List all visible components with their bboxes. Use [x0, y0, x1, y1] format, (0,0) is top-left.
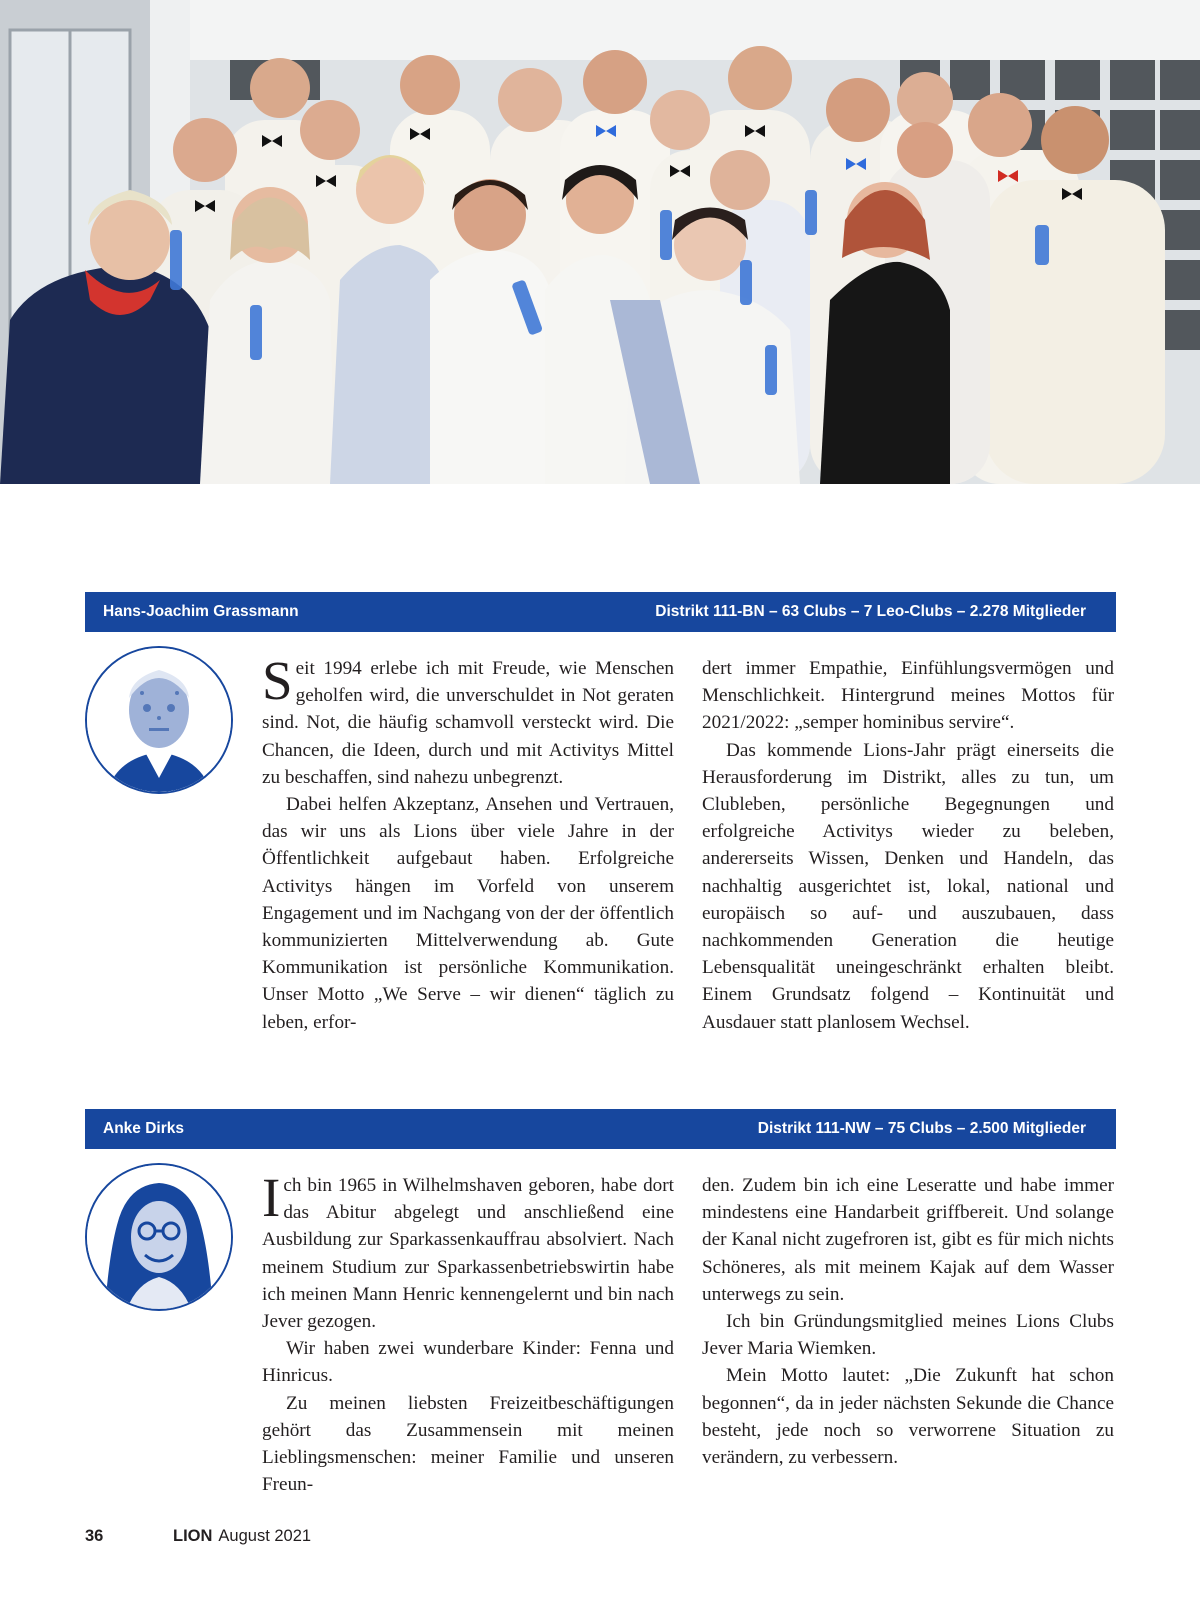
issue-date: August 2021 [218, 1527, 312, 1545]
portrait-dirks [85, 1163, 233, 1311]
portrait-grassmann [85, 646, 233, 794]
district-info: Distrikt 111-NW – 75 Clubs – 2.500 Mitglieder [757, 1120, 1086, 1137]
drop-cap: S [262, 650, 293, 711]
paragraph: Wir haben zwei wunderbare Kinder: Fenna und Hinricus. [262, 1338, 674, 1387]
article-column-1 [262, 650, 674, 1036]
paragraph: den. Zudem bin ich eine Leseratte und habe immer mindestens eine Handarbeit griffbereit. Und solange der Kanal nicht zugefroren ist, gibt es für mich nichts Schöneres, als mit meinem Kajak auf dem Wasser unterwegs zu sein. [702, 1175, 1114, 1305]
article-column-2 [702, 655, 1114, 1036]
article-column-2 [702, 1172, 1114, 1471]
magazine-name: LION [173, 1527, 213, 1545]
paragraph: dert immer Empathie, Einfühlungsvermögen und Menschlichkeit. Hintergrund meines Mottos für 2021/2022: „semper hominibus servire“. [702, 658, 1114, 734]
page-number: 36 [85, 1527, 104, 1545]
profile-header-grassmann [85, 592, 1116, 632]
paragraph: eit 1994 erlebe ich mit Freude, wie Menschen geholfen wird, die unverschuldet in Not geraten sind. Not, die häufig schamvoll versteckt wird. Die Chancen, die Ideen, durch und mit Activitys Mittel zu beschaffen, sind nahezu unbegrenzt. [262, 658, 674, 788]
paragraph: Dabei helfen Akzeptanz, Ansehen und Vertrauen, das wir uns als Lions über viele Jahre in der Öffentlichkeit aufgebaut haben. Erfolgreiche Activitys hängen im Vorfeld von unserem Engagement und im Nachgang von der der öffentlich kommunizierten Mittelverwendung ab. Gute Kommunikation ist persönliche Kommunikation. Unser Motto „We Serve – wir dienen“ täglich zu leben, erfor- [262, 794, 674, 1033]
profile-name: Hans-Joachim Grassmann [103, 603, 299, 620]
paragraph: Mein Motto lautet: „Die Zukunft hat schon begonnen“, da in jeder nächsten Sekunde die Chance besteht, jede noch so verworrene Situation zu verändern, zu verbessern. [702, 1365, 1114, 1469]
group-photo [0, 0, 1200, 484]
profile-name: Anke Dirks [103, 1120, 184, 1137]
paragraph: ch bin 1965 in Wilhelmshaven geboren, habe dort das Abitur abgelegt und anschließend eine Ausbildung zur Sparkassenkauffrau absolviert. Nach meinem Studium zur Sparkassenbetriebswirtin habe ich meinen Mann Henric kennengelernt und bin nach Jever gezogen. [262, 1175, 674, 1333]
paragraph: Ich bin Gründungsmitglied meines Lions Clubs Jever Maria Wiemken. [702, 1311, 1114, 1360]
page-footer [85, 1527, 311, 1546]
drop-cap: I [262, 1167, 281, 1228]
paragraph: Das kommende Lions-Jahr prägt einerseits die Herausforderung im Distrikt, alles zu tun, um Clubleben, persönliche Begegnungen und erfolgreiche Activitys wieder zu beleben, andererseits Wissen, Denken und Handeln, das nachhaltig ausgerichtet ist, lokal, national und europäisch so auf- und auszubauen, dass nachkommenden Generation die heutige Lebensqualität uneingeschränkt erhalten bleibt. Einem Grundsatz folgend – Kontinuität und Ausdauer statt planlosem Wechsel. [702, 739, 1114, 1033]
paragraph: Zu meinen liebsten Freizeitbeschäftigungen gehört das Zusammensein mit meinen Lieblingsmenschen: meiner Familie und unseren Freun- [262, 1392, 674, 1496]
profile-header-dirks [85, 1109, 1116, 1149]
article-column-1 [262, 1167, 674, 1498]
district-info: Distrikt 111-BN – 63 Clubs – 7 Leo-Clubs – 2.278 Mitglieder [655, 603, 1086, 620]
